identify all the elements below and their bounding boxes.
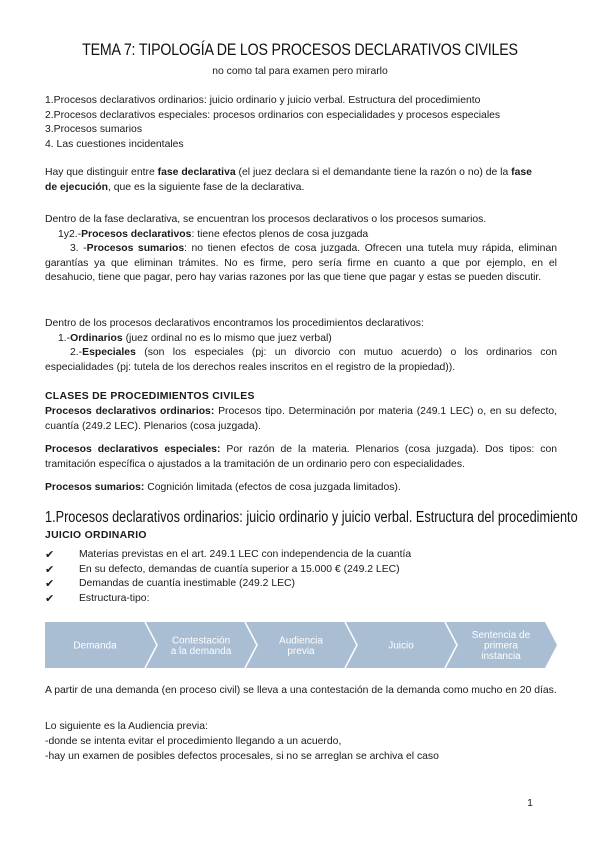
- declarativos-section: Dentro de los procesos declarativos encontramos los procedimientos declarativos: 1.-Ordinarios (juez ordinal no es lo mismo que juez verbal) 2.-Especiales (son los especiales (pj: un divorcio con mutuo acuerdo) o los ordinarios con especialidades (pj: tutela de los derechos reales inscritos en el registro de la propiedad)).: [45, 318, 557, 373]
- flow-step-label: Audiencia previa: [279, 635, 323, 657]
- fase-section: Dentro de la fase declarativa, se encuentran los procesos declarativos o los procesos sumarios. 1y2.-Procesos declarativos: tiene efectos plenos de cosa juzgada 3. -Procesos sumarios: no tienen efectos de cosa juzgada. Ofrecen una tutela muy rápida, eliminan garantías ya que eliminan trámites. No es firme, pero sería firme en cuanto a que por ejemplo, en el desahucio, tiene que pagar, pero hay varias razones por las que tiene que pagar y estas se pueden discutir.: [45, 214, 558, 284]
- check-icon: ✔: [45, 592, 55, 605]
- closing-p3: -donde se intenta evitar el procedimiento llegando a un acuerdo,: [45, 736, 342, 747]
- check-icon: ✔: [45, 563, 55, 576]
- index-item: 1.Procesos declarativos ordinarios: juicio ordinario y juicio verbal. Estructura del procedimiento: [45, 95, 481, 106]
- closing-p1: A partir de una demanda (en proceso civil) se lleva a una contestación de la demanda como mucho en 20 días.: [45, 685, 557, 696]
- check-item: ✔ Demandas de cuantía inestimable (249.2 LEC): [45, 578, 296, 591]
- flow-svg: [45, 622, 557, 668]
- closing-p2: Lo siguiente es la Audiencia previa:: [45, 721, 208, 732]
- clases-heading: CLASES DE PROCEDIMIENTOS CIVILES: [45, 391, 255, 402]
- flow-step-label: Contestación a la demanda: [170, 635, 232, 657]
- check-icon: ✔: [45, 549, 55, 561]
- index-item: 3.Procesos sumarios: [45, 124, 143, 136]
- procedure-flow-diagram: [45, 622, 557, 668]
- index-item: 2.Procesos declarativos especiales: procesos ordinarios con especialidades y procesos especiales: [45, 109, 501, 121]
- flow-step-label: Sentencia de primera instancia: [471, 630, 531, 662]
- intro-paragraph: Hay que distinguir entre fase declarativa (el juez declara si el demandante tiene la razón o no) de la fase de ejecución, que es la siguiente fase de la declarativa.: [45, 167, 532, 193]
- check-item: ✔ Estructura-tipo:: [45, 592, 150, 605]
- check-item: ✔ Materias previstas en el art. 249.1 LEC con independencia de la cuantía: [45, 549, 412, 561]
- check-icon: ✔: [45, 578, 55, 591]
- page-number: 1: [527, 798, 533, 809]
- closing-p4: -hay un examen de posibles defectos procesales, si no se arreglan se archiva el caso: [45, 751, 439, 762]
- section1-title: 1.Procesos declarativos ordinarios: juicio ordinario y juicio verbal. Estructura del procedimiento: [45, 509, 578, 526]
- page-title: TEMA 7: TIPOLOGÍA DE LOS PROCESOS DECLARATIVOS CIVILES: [82, 41, 518, 59]
- section1-subheading: JUICIO ORDINARIO: [45, 530, 147, 541]
- index-list: [45, 94, 557, 152]
- index-item: 4. Las cuestiones incidentales: [45, 138, 184, 150]
- page-subtitle: no como tal para examen pero mirarlo: [212, 66, 388, 77]
- clases-especiales: Procesos declarativos especiales: Por razón de la materia. Plenarios (cosa juzgada). Dos tipos: con tramitación específica o ajustados a la tramitación de un ordinario pero con especialidades.: [45, 444, 558, 470]
- clases-sumarios: Procesos sumarios: Cognición limitada (efectos de cosa juzgada limitados).: [45, 482, 401, 493]
- check-list: [45, 548, 565, 606]
- check-item: ✔ En su defecto, demandas de cuantía superior a 15.000 € (249.2 LEC): [45, 563, 400, 576]
- flow-step-label: Demanda: [73, 640, 117, 652]
- flow-step-label: Juicio: [388, 640, 414, 652]
- clases-ordinarios: Procesos declarativos ordinarios: Procesos tipo. Determinación por materia (249.1 LEC) o, en su defecto, cuantía (249.2 LEC). Plenarios (cosa juzgada).: [45, 406, 557, 432]
